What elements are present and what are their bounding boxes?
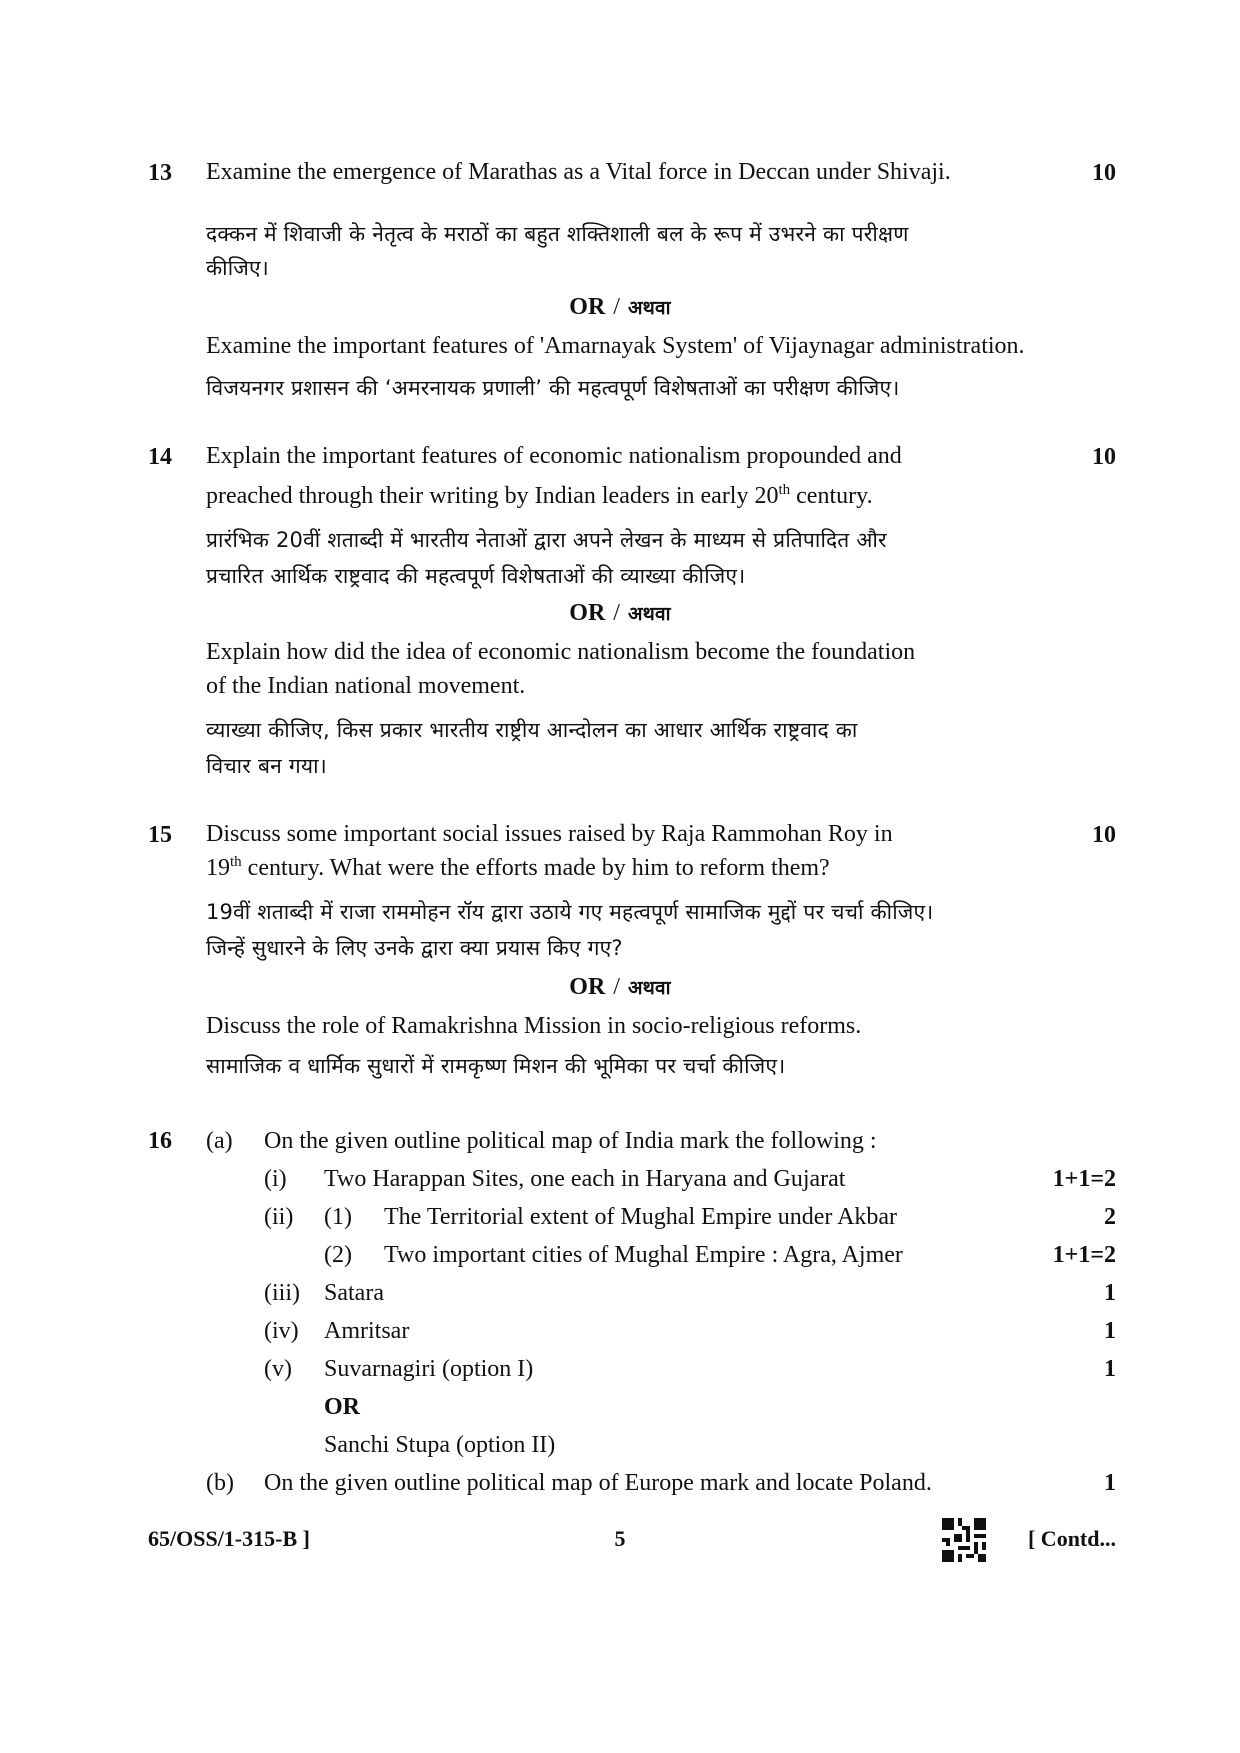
qr-code-icon <box>942 1518 986 1562</box>
alternative-text-hi-line2: विचार बन गया। <box>206 754 327 778</box>
alternative-text-en: Discuss the role of Ramakrishna Mission in socio-religious reforms. <box>206 1013 862 1039</box>
item-marks: 1 <box>1104 1280 1116 1306</box>
question-number: 13 <box>148 160 172 186</box>
alternative-text-hi: सामाजिक व धार्मिक सुधारों में रामकृष्ण मिशन की भूमिका पर चर्चा कीजिए। <box>206 1054 786 1078</box>
question-text-en-line1: Explain the important features of economic nationalism propounded and <box>206 443 902 469</box>
question-text-hi-line2: जिन्हें सुधारने के लिए उनके द्वारा क्या प्रयास किए गए? <box>206 936 623 960</box>
paper-code: 65/OSS/1-315-B ] <box>148 1526 310 1551</box>
question-marks: 10 <box>1092 822 1116 848</box>
question-number: 14 <box>148 444 172 470</box>
question-text-hi-line1: दक्कन में शिवाजी के नेतृत्व के मराठों का बहुत शक्तिशाली बल के रूप में उभरने का परीक्षण <box>206 222 909 246</box>
item-label: (iii) <box>264 1280 300 1306</box>
option-two-text: Sanchi Stupa (option II) <box>324 1432 556 1458</box>
question-text-en-line2: preached through their writing by Indian leaders in early 20th century. <box>206 482 873 509</box>
item-label: (v) <box>264 1356 292 1382</box>
item-marks: 1+1=2 <box>1052 1166 1116 1192</box>
page-number: 5 <box>614 1526 626 1551</box>
item-label: (i) <box>264 1166 287 1192</box>
part-a-label: (a) <box>206 1128 233 1154</box>
alternative-text-hi: विजयनगर प्रशासन की ‘अमरनायक प्रणाली’ की महत्वपूर्ण विशेषताओं का परीक्षण कीजिए। <box>206 376 900 400</box>
item-marks: 1 <box>1104 1356 1116 1382</box>
item-text: Amritsar <box>324 1318 410 1344</box>
or-divider: OR / अथवा <box>569 600 671 626</box>
question-text-hi-line2: प्रचारित आर्थिक राष्ट्रवाद की महत्वपूर्ण विशेषताओं की व्याख्या कीजिए। <box>206 564 746 588</box>
item-marks: 2 <box>1104 1204 1116 1230</box>
alternative-text-en: Examine the important features of 'Amarnayak System' of Vijaynagar administration. <box>206 333 1025 359</box>
item-text: Two Harappan Sites, one each in Haryana and Gujarat <box>324 1166 846 1192</box>
question-marks: 10 <box>1092 444 1116 470</box>
item-text: The Territorial extent of Mughal Empire under Akbar <box>384 1204 898 1230</box>
part-b-text: On the given outline political map of Europe mark and locate Poland. <box>264 1470 932 1496</box>
item-label: (iv) <box>264 1318 299 1344</box>
item-label: (ii) <box>264 1204 294 1230</box>
alternative-text-en-line1: Explain how did the idea of economic nationalism become the foundation <box>206 639 916 665</box>
item-marks: 1+1=2 <box>1052 1242 1116 1268</box>
part-a-text: On the given outline political map of India mark the following : <box>264 1128 877 1154</box>
item-text: Two important cities of Mughal Empire : Agra, Ajmer <box>384 1242 903 1268</box>
question-text-hi-line1: प्रारंभिक 20वीं शताब्दी में भारतीय नेताओं द्वारा अपने लेखन के माध्यम से प्रतिपादित और <box>206 528 887 552</box>
question-text-en: Examine the emergence of Marathas as a Vital force in Deccan under Shivaji. <box>206 159 951 185</box>
item-sublabel: (1) <box>324 1204 352 1230</box>
item-text: Satara <box>324 1280 384 1306</box>
alternative-text-hi-line1: व्याख्या कीजिए, किस प्रकार भारतीय राष्ट्रीय आन्दोलन का आधार आर्थिक राष्ट्रवाद का <box>206 718 858 742</box>
or-divider: OR / अथवा <box>569 974 671 1000</box>
item-sublabel: (2) <box>324 1242 352 1268</box>
question-marks: 10 <box>1092 160 1116 186</box>
question-number: 15 <box>148 822 172 848</box>
item-text: Suvarnagiri (option I) <box>324 1356 534 1382</box>
question-text-en-line1: Discuss some important social issues raised by Raja Rammohan Roy in <box>206 821 893 847</box>
part-b-label: (b) <box>206 1470 234 1496</box>
continued-label: [ Contd... <box>1027 1526 1116 1551</box>
or-divider: OR / अथवा <box>569 294 671 320</box>
part-b-marks: 1 <box>1104 1470 1116 1496</box>
page-footer <box>0 1526 1240 1566</box>
question-text-en-line2: 19th century. What were the efforts made by him to reform them? <box>206 854 830 881</box>
question-number: 16 <box>148 1128 172 1154</box>
item-marks: 1 <box>1104 1318 1116 1344</box>
alternative-text-en-line2: of the Indian national movement. <box>206 673 526 699</box>
question-text-hi-line1: 19वीं शताब्दी में राजा राममोहन रॉय द्वारा उठाये गए महत्वपूर्ण सामाजिक मुद्दों पर चर्चा कीजिए। <box>206 900 934 924</box>
question-text-hi-line2: कीजिए। <box>206 256 269 280</box>
or-text: OR <box>324 1394 360 1420</box>
